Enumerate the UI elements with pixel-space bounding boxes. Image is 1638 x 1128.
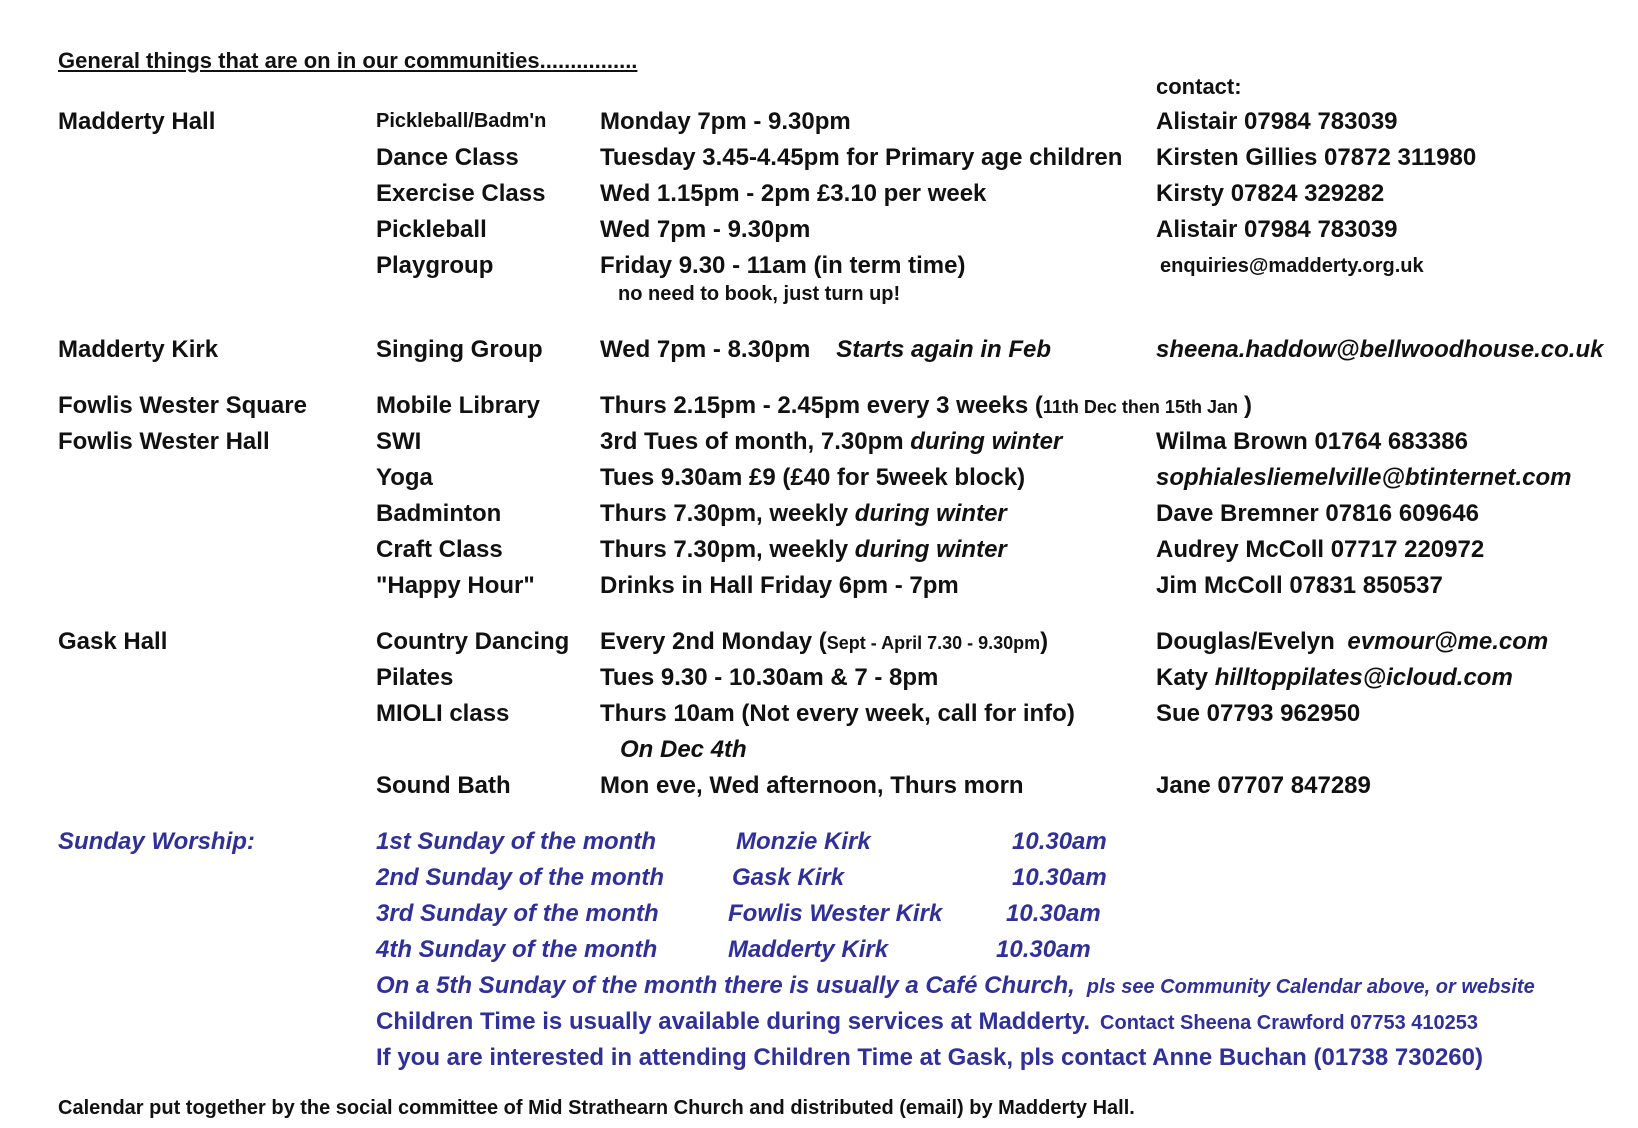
schedule-badminton-time: Thurs 7.30pm, weekly [600,500,849,527]
schedule-playgroup: Friday 9.30 - 11am (in term time) [600,252,966,279]
contact-country-dancing-name: Douglas/Evelyn [1156,628,1335,655]
activity-exercise-class: Exercise Class [376,180,546,207]
schedule-badminton-note: during winter [854,500,1007,527]
worship-note-gask-children: If you are interested in attending Children Time at Gask, pls contact Anne Buchan (01738 730260) [376,1044,1483,1071]
schedule-mobile-library-time: Thurs 2.15pm - 2.45pm every 3 weeks ( [600,392,1043,419]
schedule-mioli-class: Thurs 10am (Not every week, call for info) [600,700,1075,727]
contact-exercise-class: Kirsty 07824 329282 [1156,180,1385,207]
schedule-country-dancing-dates: Sept - April 7.30 - 9.30pm [826,633,1041,653]
contact-pilates-email: hilltoppilates@icloud.com [1214,664,1513,691]
venue-fowlis-wester-hall: Fowlis Wester Hall [58,428,270,455]
contact-playgroup-email: enquiries@madderty.org.uk [1160,255,1424,277]
activity-swi: SWI [376,428,422,455]
worship-kirk-3: Fowlis Wester Kirk [728,900,943,927]
contact-column-header: contact: [1156,74,1242,99]
page-heading: General things that are on in our communities................ [58,48,638,73]
worship-note-children-time-main: Children Time is usually available during services at Madderty. [376,1008,1091,1035]
schedule-playgroup-note: no need to book, just turn up! [618,283,901,305]
worship-note-cafe-church-main: On a 5th Sunday of the month there is usually a Café Church, [376,972,1075,999]
schedule-badminton [600,502,1007,526]
activity-pickleball-badminton: Pickleball/Badm'n [376,110,547,132]
worship-kirk-2: Gask Kirk [732,864,845,891]
schedule-craft-class-time: Thurs 7.30pm, weekly [600,536,849,563]
contact-swi: Wilma Brown 01764 683386 [1156,428,1468,455]
schedule-country-dancing-day: Every 2nd Monday ( [600,628,827,655]
contact-yoga-email: sophialesliemelville@btinternet.com [1156,464,1572,491]
schedule-singing-group-time: Wed 7pm - 8.30pm [600,336,811,363]
activity-craft-class: Craft Class [376,536,503,563]
contact-pickleball-badminton: Alistair 07984 783039 [1156,108,1398,135]
schedule-craft-class [600,538,1007,562]
schedule-pickleball-badminton: Monday 7pm - 9.30pm [600,108,851,135]
worship-sunday-4: 4th Sunday of the month [376,936,658,963]
venue-madderty-kirk: Madderty Kirk [58,336,219,363]
schedule-mobile-library-close: ) [1243,392,1252,419]
worship-note-cafe-church-detail: pls see Community Calendar above, or website [1086,976,1535,998]
worship-time-1: 10.30am [1012,828,1107,855]
worship-time-4: 10.30am [996,936,1091,963]
contact-sound-bath: Jane 07707 847289 [1156,772,1371,799]
contact-dance-class: Kirsten Gillies 07872 311980 [1156,144,1477,171]
worship-kirk-1: Monzie Kirk [736,828,871,855]
worship-sunday-2: 2nd Sunday of the month [376,864,664,891]
sunday-worship-label: Sunday Worship: [58,828,255,855]
contact-pilates [1156,666,1513,690]
activity-country-dancing: Country Dancing [376,628,570,655]
worship-sunday-1: 1st Sunday of the month [376,828,657,855]
worship-kirk-4: Madderty Kirk [728,936,889,963]
schedule-swi-time: 3rd Tues of month, 7.30pm [600,428,904,455]
schedule-craft-class-note: during winter [854,536,1007,563]
schedule-country-dancing-close: ) [1040,628,1049,655]
worship-time-3: 10.30am [1006,900,1101,927]
footer-note: Calendar put together by the social committee of Mid Strathearn Church and distributed (email) by Madderty Hall. [58,1097,1135,1119]
schedule-yoga: Tues 9.30am £9 (£40 for 5week block) [600,464,1026,491]
activity-mioli-class: MIOLI class [376,700,510,727]
venue-gask-hall: Gask Hall [58,628,168,655]
schedule-singing-group [600,338,1051,362]
activity-sound-bath: Sound Bath [376,772,511,799]
schedule-country-dancing [600,630,1048,654]
venue-fowlis-wester-square: Fowlis Wester Square [58,392,307,419]
activity-playgroup: Playgroup [376,252,494,279]
contact-singing-group-email: sheena.haddow@bellwoodhouse.co.uk [1156,336,1604,363]
activity-singing-group: Singing Group [376,336,543,363]
schedule-happy-hour: Drinks in Hall Friday 6pm - 7pm [600,572,959,599]
activity-pickleball: Pickleball [376,216,487,243]
contact-craft-class: Audrey McColl 07717 220972 [1156,536,1485,563]
venue-madderty-hall: Madderty Hall [58,108,216,135]
worship-note-cafe-church [376,974,1535,998]
worship-sunday-3: 3rd Sunday of the month [376,900,659,927]
schedule-pilates: Tues 9.30 - 10.30am & 7 - 8pm [600,664,939,691]
activity-badminton: Badminton [376,500,502,527]
activity-yoga: Yoga [376,464,433,491]
contact-country-dancing-email: evmour@me.com [1347,628,1549,655]
contact-happy-hour: Jim McColl 07831 850537 [1156,572,1443,599]
contact-pilates-name: Katy [1156,664,1209,691]
schedule-pickleball: Wed 7pm - 9.30pm [600,216,811,243]
worship-note-children-time-contact: Contact Sheena Crawford 07753 410253 [1100,1012,1478,1034]
contact-pickleball: Alistair 07984 783039 [1156,216,1398,243]
activity-dance-class: Dance Class [376,144,519,171]
schedule-dance-class: Tuesday 3.45-4.45pm for Primary age children [600,144,1123,171]
activity-pilates: Pilates [376,664,454,691]
schedule-singing-group-note: Starts again in Feb [836,336,1051,363]
contact-badminton: Dave Bremner 07816 609646 [1156,500,1479,527]
schedule-mobile-library-dates: 11th Dec then 15th Jan [1042,397,1238,417]
schedule-sound-bath: Mon eve, Wed afternoon, Thurs morn [600,772,1024,799]
schedule-exercise-class: Wed 1.15pm - 2pm £3.10 per week [600,180,987,207]
schedule-swi-note: during winter [910,428,1063,455]
schedule-swi [600,430,1062,454]
schedule-mobile-library [600,394,1252,418]
activity-mobile-library: Mobile Library [376,392,541,419]
contact-country-dancing [1156,630,1548,654]
worship-time-2: 10.30am [1012,864,1107,891]
worship-note-children-time [376,1010,1478,1034]
activity-happy-hour: "Happy Hour" [376,572,535,599]
contact-mioli-class: Sue 07793 962950 [1156,700,1361,727]
schedule-mioli-class-note: On Dec 4th [620,736,747,763]
